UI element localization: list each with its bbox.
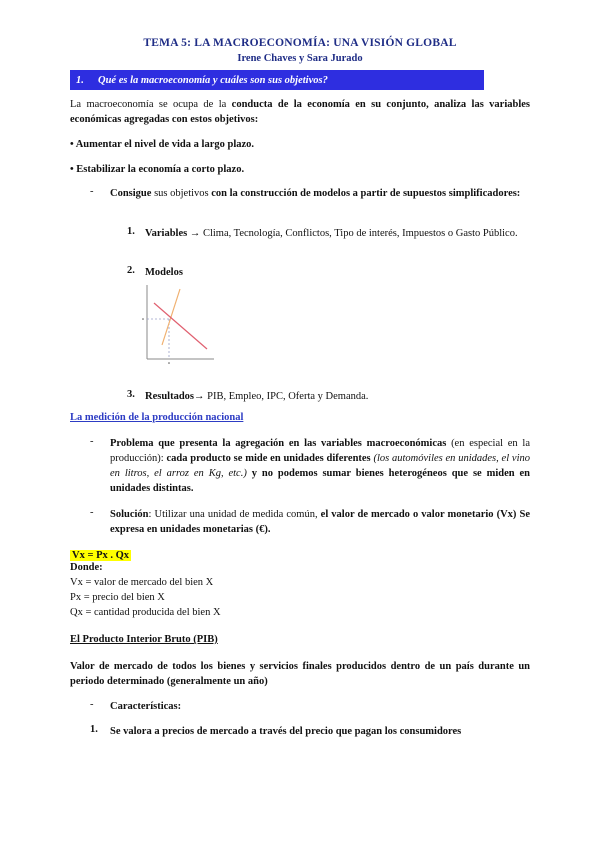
intro-text: La macroeconomía se ocupa de la	[70, 99, 232, 110]
dash-bullet: -	[90, 436, 94, 447]
results-label: Resultados	[145, 391, 195, 402]
goal-short-term: • Estabilizar la economía a corto plazo.	[70, 164, 245, 175]
variables-label: Variables	[145, 228, 188, 239]
quantity-tick-mark	[168, 362, 170, 364]
section-number: 1.	[76, 74, 84, 86]
goal-long-term: • Aumentar el nivel de vida a largo plazo.	[70, 139, 255, 150]
document-title: TEMA 5: LA MACROECONOMÍA: UNA VISIÓN GLOBAL	[143, 37, 457, 49]
item-number: 2.	[127, 265, 135, 276]
models-label: Modelos	[145, 267, 183, 278]
item-number: 3.	[127, 389, 135, 400]
pib-characteristic-1: Se valora a precios de mercado a través del precio que pagan los consumidores	[110, 726, 462, 737]
lead-text: sus objetivos	[151, 188, 212, 199]
problem-paragraph	[110, 436, 530, 496]
item-number: 1.	[90, 724, 98, 735]
formula-def-vx: Vx = valor de mercado del bien X	[70, 577, 214, 588]
pib-definition: Valor de mercado de todos los bienes y servicios finales producidos dentro de un país durante un periodo determinado (generalmente un año)	[70, 661, 530, 687]
variables-text: → Clima, Tecnología, Conflictos, Tipo de interés, Impuestos o Gasto Público.	[187, 228, 518, 239]
results-item	[145, 389, 368, 404]
intro-bold-text: conducta de la economía en su conjunto, analiza las variables económicas agregadas con estos objetivos:	[70, 99, 530, 125]
lead-bold-2: con la construcción de modelos a partir de supuestos simplificadores:	[211, 188, 521, 199]
item-number: 1.	[127, 226, 135, 237]
models-lead-paragraph	[110, 186, 530, 201]
solution-paragraph	[110, 507, 530, 537]
supply-demand-graph	[140, 283, 218, 368]
problem-text: (en especial en la producción):	[110, 438, 530, 464]
caracteristicas-label: Características:	[110, 701, 182, 712]
problem-bold: Problema que presenta la agregación en las variables macroeconómicas	[110, 438, 447, 449]
price-tick-mark	[142, 318, 144, 320]
pib-heading: El Producto Interior Bruto (PIB)	[70, 634, 218, 645]
solution-label: Solución	[110, 509, 149, 520]
donde-label: Donde:	[70, 562, 103, 573]
formula-def-px: Px = precio del bien X	[70, 592, 165, 603]
intro-paragraph	[70, 97, 530, 127]
formula-def-qx: Qx = cantidad producida del bien X	[70, 607, 221, 618]
solution-text: : Utilizar una unidad de medida común,	[148, 509, 321, 520]
problem-bold-2: cada producto se mide en unidades diferentes	[166, 453, 371, 464]
dash-bullet: -	[90, 507, 94, 518]
dash-bullet: -	[90, 699, 94, 710]
problem-italic: (los automóviles en unidades, el vino en litros, el arroz en Kg, etc.)	[110, 453, 530, 479]
lead-bold: Consigue	[110, 188, 152, 199]
document-authors: Irene Chaves y Sara Jurado	[237, 53, 363, 64]
medicion-heading: La medición de la producción nacional	[70, 412, 244, 423]
dash-bullet: -	[90, 186, 94, 197]
solution-bold: el valor de mercado o valor monetario (Vx) Se expresa en unidades monetarias (€).	[110, 509, 530, 535]
variables-item	[145, 226, 530, 241]
demand-curve	[154, 303, 207, 349]
formula-expression: Vx = Px . Qx	[72, 550, 130, 561]
problem-bold-3: y no podemos sumar bienes heterogéneos que se miden en unidades distintas.	[110, 468, 531, 494]
section-title: Qué es la macroeconomía y cuáles son sus objetivos?	[98, 74, 328, 86]
section-heading-1	[70, 70, 484, 90]
results-text: → PIB, Empleo, IPC, Oferta y Demanda.	[194, 391, 369, 402]
